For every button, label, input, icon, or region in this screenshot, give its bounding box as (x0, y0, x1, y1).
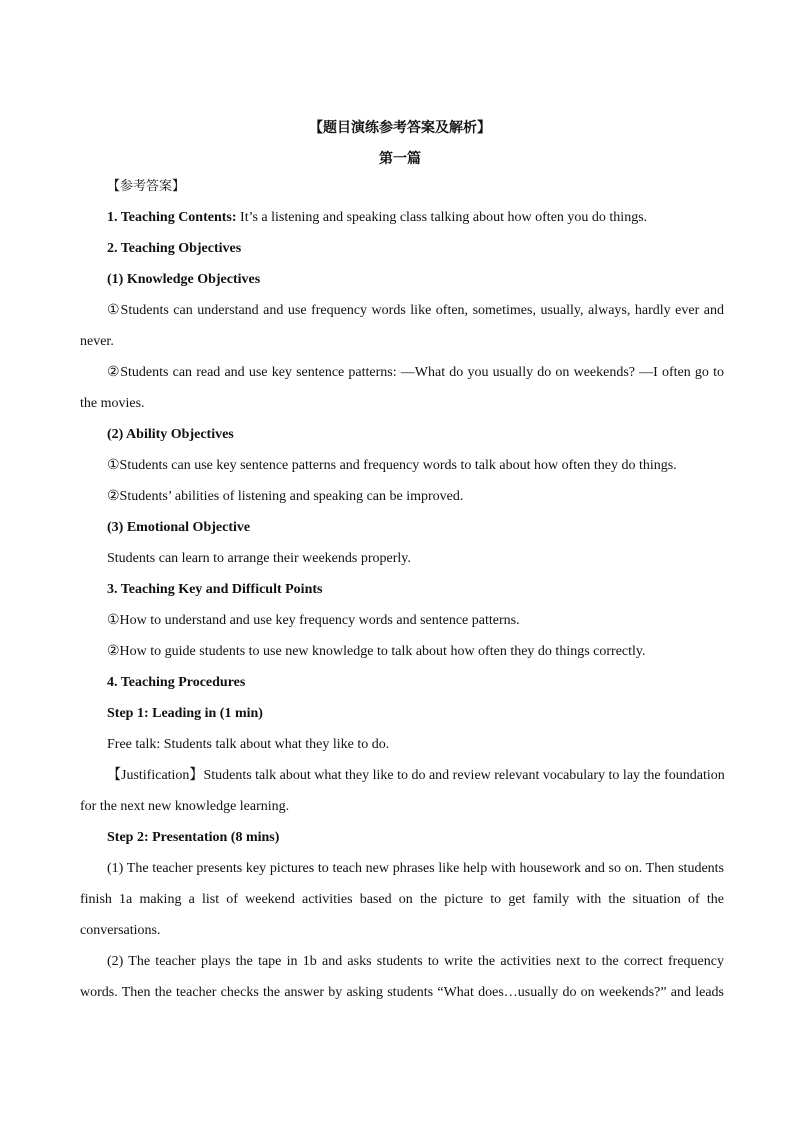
knowledge-objective-1-line2: never. (80, 334, 114, 349)
reference-answer-label: 【参考答案】 (107, 179, 186, 194)
step1-heading: Step 1: Leading in (1 min) (107, 706, 263, 721)
teaching-contents-label: 1. Teaching Contents: (107, 210, 237, 225)
justification-label: 【Justification】 (107, 768, 204, 783)
justification-text: Students talk about what they like to do and review relevant vocabulary to lay the foundation (203, 768, 725, 783)
presentation-1-line3: conversations. (80, 923, 161, 938)
presentation-1-line2: finish 1a making a list of weekend activities based on the picture to get family with the situation of the (80, 892, 724, 907)
justification-line1 (107, 767, 724, 785)
presentation-1-line1: (1) The teacher presents key pictures to teach new phrases like help with housework and so on. Then students (107, 861, 724, 876)
key-point-1: ①How to understand and use key frequency words and sentence patterns. (107, 613, 520, 628)
emotional-objective-text: Students can learn to arrange their weekends properly. (107, 551, 411, 566)
ability-objective-2: ②Students’ abilities of listening and speaking can be improved. (107, 489, 464, 504)
ability-objective-1: ①Students can use key sentence patterns and frequency words to talk about how often they do things. (107, 458, 677, 473)
knowledge-objective-1-line1: ①Students can understand and use frequency words like often, sometimes, usually, always, hardly ever and (107, 303, 724, 318)
step1-text: Free talk: Students talk about what they like to do. (107, 737, 390, 752)
emotional-objective-heading: (3) Emotional Objective (107, 520, 251, 535)
page-subtitle: 第一篇 (379, 151, 421, 167)
procedures-heading: 4. Teaching Procedures (107, 675, 246, 690)
key-points-heading: 3. Teaching Key and Difficult Points (107, 582, 323, 597)
page-title: 【题目演练参考答案及解析】 (309, 120, 491, 136)
teaching-contents (107, 209, 724, 227)
key-point-2: ②How to guide students to use new knowledge to talk about how often they do things correctly. (107, 644, 646, 659)
presentation-2-line2: words. Then the teacher checks the answer by asking students “What does…usually do on weekends?” and leads (80, 985, 724, 1000)
step2-heading: Step 2: Presentation (8 mins) (107, 830, 280, 845)
presentation-2-line1: (2) The teacher plays the tape in 1b and asks students to write the activities next to the correct frequency (107, 954, 724, 969)
justification-line2: for the next new knowledge learning. (80, 799, 290, 814)
objectives-heading: 2. Teaching Objectives (107, 241, 242, 256)
knowledge-objective-2-line2: the movies. (80, 396, 145, 411)
knowledge-objective-2-line1: ②Students can read and use key sentence patterns: —What do you usually do on weekends? —I often go to (107, 365, 724, 380)
teaching-contents-text: It’s a listening and speaking class talking about how often you do things. (236, 210, 648, 225)
knowledge-objectives-heading: (1) Knowledge Objectives (107, 272, 261, 287)
ability-objectives-heading: (2) Ability Objectives (107, 427, 234, 442)
